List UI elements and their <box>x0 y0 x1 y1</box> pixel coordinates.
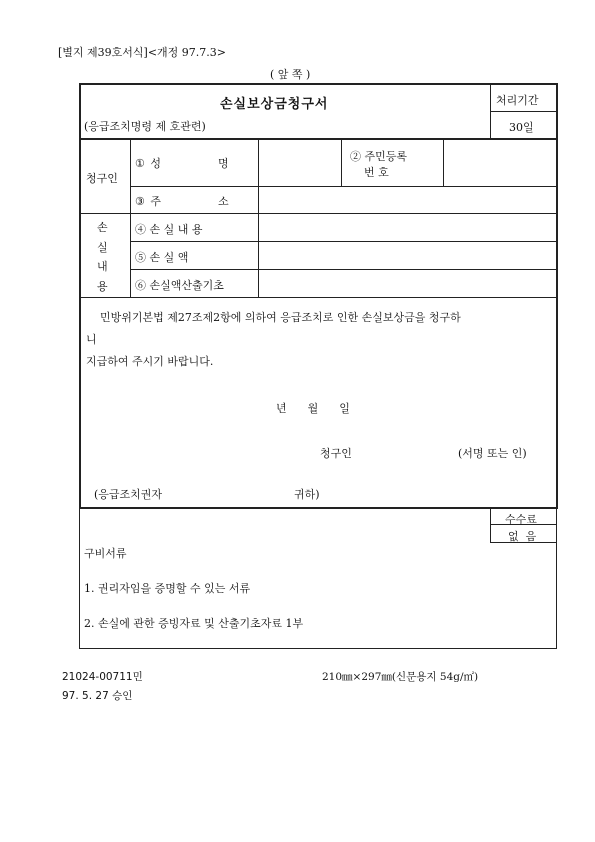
approval-date: 97. 5. 27 승인 <box>62 690 133 702</box>
address-label-char-2: 소 <box>218 195 229 208</box>
loss-section-char-4: 용 <box>97 279 108 293</box>
name-field[interactable] <box>261 142 339 184</box>
loss-section-char-1: 손 <box>97 221 108 234</box>
resident-number-field[interactable] <box>446 142 554 184</box>
addressee-field[interactable] <box>180 481 290 501</box>
loss-content-field[interactable] <box>261 216 554 239</box>
statement-line-1-wrap: 니 <box>86 333 97 346</box>
resident-number-label-line1: ② 주민등록 <box>350 150 408 163</box>
address-field[interactable] <box>261 189 554 211</box>
statement-line-1: 민방위기본법 제27조제2항에 의하여 응급조치로 인한 손실보상금을 청구하 <box>100 311 461 324</box>
loss-section-label <box>97 218 108 296</box>
loss-basis-label: ⑥ 손실액산출기초 <box>135 279 224 292</box>
fee-value: 없 음 <box>508 530 537 543</box>
documents-item-2: 2. 손실에 관한 증빙자료 및 산출기초자료 1부 <box>84 617 304 630</box>
addressee-suffix: 귀하) <box>294 488 320 501</box>
address-label <box>135 193 253 209</box>
processing-period-label: 처리기간 <box>496 94 539 107</box>
loss-content-label: ④ 손 실 내 용 <box>135 223 203 236</box>
form-subtitle: (응급조치명령 제 호관련) <box>84 120 206 133</box>
page-side-label: ( 앞 쪽 ) <box>270 68 311 81</box>
form-code: 21024-00711민 <box>62 671 143 683</box>
date-line: 년 월 일 <box>276 402 350 415</box>
form-reference: [별지 제39호서식]<개정 97.7.3> <box>58 46 227 59</box>
loss-section-char-2: 실 <box>97 240 108 254</box>
name-label-number: ① <box>135 157 145 170</box>
signature-note: (서명 또는 인) <box>458 447 527 460</box>
paper-spec: 210㎜×297㎜(신문용지 54g/㎡) <box>322 671 479 683</box>
documents-title: 구비서류 <box>84 547 127 560</box>
loss-amount-field[interactable] <box>261 244 554 267</box>
claimant-signature-field[interactable] <box>370 440 450 462</box>
form-title: 손실보상금청구서 <box>220 97 329 112</box>
loss-amount-label: ⑤ 손 실 액 <box>135 251 189 264</box>
documents-item-1: 1. 권리자임을 증명할 수 있는 서류 <box>84 582 251 595</box>
address-label-char-1: 주 <box>150 195 162 208</box>
address-label-number: ③ <box>135 195 145 208</box>
fee-label: 수수료 <box>505 513 537 526</box>
name-label-char-1: 성 <box>150 157 162 170</box>
loss-section-char-3: 내 <box>97 260 108 273</box>
loss-basis-field[interactable] <box>261 272 554 295</box>
claimant-signature-label: 청구인 <box>320 447 352 460</box>
claimant-section-label: 청구인 <box>86 172 118 185</box>
processing-period-value: 30일 <box>509 121 534 134</box>
statement-line-2: 지급하여 주시기 바랍니다. <box>86 355 214 368</box>
resident-number-label-line2: 번 호 <box>364 166 389 179</box>
addressee-label: (응급조치권자 <box>94 488 163 501</box>
name-label <box>135 155 253 171</box>
name-label-char-2: 명 <box>218 157 229 170</box>
